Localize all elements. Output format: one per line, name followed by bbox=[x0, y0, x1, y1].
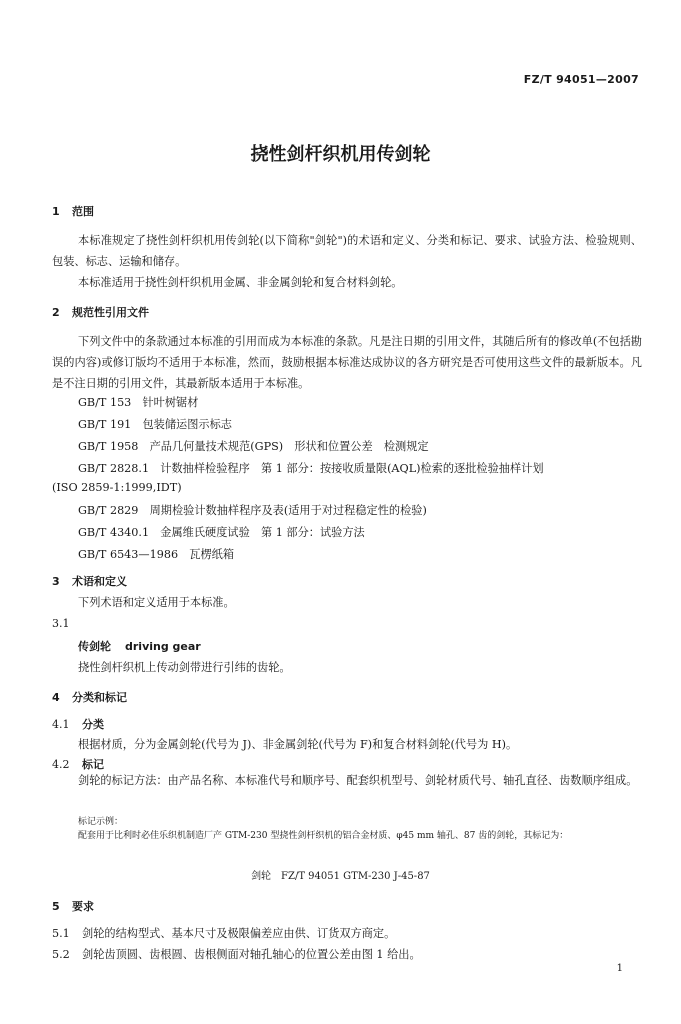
example-text: 配套用于比利时必佳乐织机制造厂产 GTM-230 型挠性剑杆织机的铝合金材质、φ45 mm 轴孔、87 齿的剑轮，其标记为： bbox=[78, 831, 569, 841]
section-number: 3 bbox=[52, 575, 60, 588]
example-marking: 剑轮 FZ/T 94051 GTM-230 J-45-87 bbox=[251, 871, 430, 882]
subsection-5-1: 5.1 剑轮的结构型式、基本尺寸及极限偏差应由供、订货双方商定。 bbox=[52, 927, 396, 940]
reference-item: GB/T 2828.1 计数抽样检验程序 第 1 部分：按接收质量限(AQL)检索的逐批检验抽样计划 bbox=[78, 462, 544, 475]
page-number: 1 bbox=[616, 963, 623, 974]
reference-item: GB/T 2829 周期检验计数抽样程序及表(适用于对过程稳定性的检验) bbox=[78, 504, 427, 517]
reference-item-continuation: (ISO 2859-1:1999,IDT) bbox=[52, 481, 182, 494]
section-title: 规范性引用文件 bbox=[72, 306, 149, 319]
section-4-heading bbox=[52, 689, 127, 705]
term-english: driving gear bbox=[125, 640, 201, 653]
reference-item: GB/T 1958 产品几何量技术规范(GPS) 形状和位置公差 检测规定 bbox=[78, 440, 429, 453]
subsection-5-2: 5.2 剑轮齿顶圆、齿根圆、齿根侧面对轴孔轴心的位置公差由图 1 给出。 bbox=[52, 948, 421, 961]
term-chinese: 传剑轮 bbox=[78, 640, 111, 653]
term-definition: 挠性剑杆织机上传动剑带进行引纬的齿轮。 bbox=[78, 661, 291, 674]
section-number: 2 bbox=[52, 306, 60, 319]
section-number: 4 bbox=[52, 691, 60, 704]
section-number: 1 bbox=[52, 205, 60, 218]
section-1-paragraph-2: 本标准适用于挠性剑杆织机用金属、非金属剑轮和复合材料剑轮。 bbox=[78, 276, 403, 289]
section-3-paragraph-1: 下列术语和定义适用于本标准。 bbox=[78, 596, 235, 609]
subsection-4-2-text: 剑轮的标记方法：由产品名称、本标准代号和顺序号、配套织机型号、剑轮材质代号、轴孔直径、齿数顺序组成。 bbox=[78, 774, 638, 787]
section-number: 5 bbox=[52, 900, 60, 913]
term-entry bbox=[78, 638, 201, 654]
section-2-paragraph-1: 下列文件中的条款通过本标准的引用而成为本标准的条款。凡是注日期的引用文件，其随后所有的修改单(不包括勘误的内容)或修订版均不适用于本标准，然而，鼓励根据本标准达成协议的各方研究是否可使用这些文件的最新版本。凡是不注日期的引用文件，其最新版本适用于本标准。 bbox=[52, 335, 642, 390]
subsection-4-1-text: 根据材质，分为金属剑轮(代号为 J)、非金属剑轮(代号为 F)和复合材料剑轮(代号为 H)。 bbox=[78, 738, 518, 751]
section-title: 要求 bbox=[72, 900, 94, 913]
subsection-4-2-heading: 4.2 标记 bbox=[52, 758, 104, 771]
reference-item: GB/T 191 包装储运图示标志 bbox=[78, 418, 232, 431]
example-label: 标记示例： bbox=[78, 817, 124, 827]
reference-item: GB/T 6543—1986 瓦楞纸箱 bbox=[78, 548, 235, 561]
standard-number: FZ/T 94051—2007 bbox=[523, 73, 639, 86]
section-1-paragraph-1: 本标准规定了挠性剑杆织机用传剑轮(以下简称"剑轮")的术语和定义、分类和标记、要求、试验方法、检验规则、包装、标志、运输和储存。 bbox=[52, 234, 642, 268]
section-title: 范围 bbox=[72, 205, 94, 218]
subsection-3-1-number: 3.1 bbox=[52, 617, 70, 630]
page-title: 挠性剑杆织机用传剑轮 bbox=[250, 144, 431, 165]
reference-item: GB/T 4340.1 金属维氏硬度试验 第 1 部分：试验方法 bbox=[78, 526, 365, 539]
section-3-heading bbox=[52, 573, 127, 589]
subsection-4-1-heading: 4.1 分类 bbox=[52, 718, 104, 731]
section-5-heading bbox=[52, 898, 94, 914]
section-title: 术语和定义 bbox=[72, 575, 127, 588]
section-1-heading bbox=[52, 203, 94, 219]
section-title: 分类和标记 bbox=[72, 691, 127, 704]
reference-item: GB/T 153 针叶树锯材 bbox=[78, 396, 199, 409]
section-2-heading bbox=[52, 304, 149, 320]
